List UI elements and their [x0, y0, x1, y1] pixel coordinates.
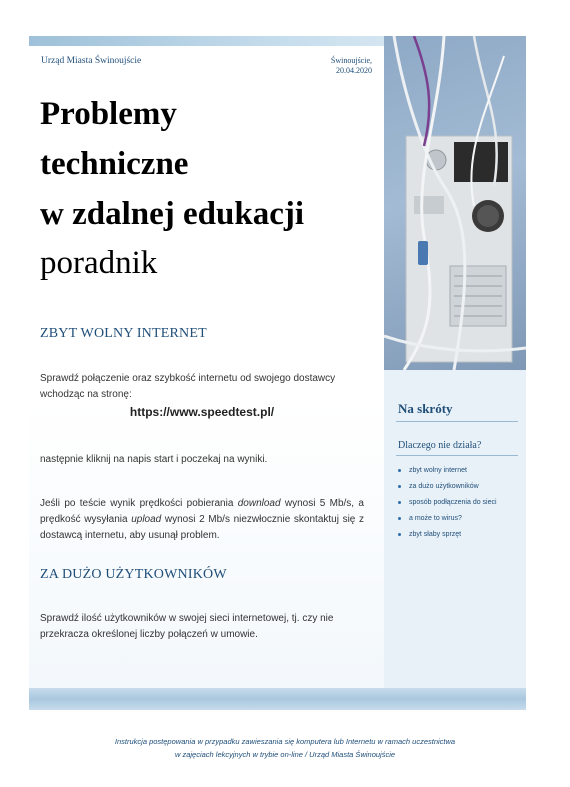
sidebar-item-too-many-users[interactable] — [398, 479, 497, 495]
bullet-icon — [398, 501, 401, 504]
title-line-3: w zdalnej edukacji — [40, 196, 304, 232]
text-segment: Jeśli po teście wynik prędkości pobierania — [40, 498, 238, 509]
title-line-4: poradnik — [40, 245, 158, 281]
sidebar-shortcut-list — [398, 463, 497, 543]
text-segment: wynosi 2 Mb/s niezwłocznie skontaktuj się z dostawcą internetu, aby usunął problem. — [40, 514, 364, 541]
computer-cables-photo — [384, 36, 526, 370]
date-place: Świnoujście, — [330, 56, 372, 65]
computer-tower-illustration — [384, 36, 526, 370]
paragraph-check-users: Sprawdź ilość użytkowników w swojej sieci internetowej, tj. czy nie przekracza określonej liczby połączeń w umowie. — [40, 613, 334, 640]
term-download: download — [237, 498, 281, 509]
footer-caption — [40, 735, 530, 761]
text-segment: wynosi 5 Mb/s, a prędkość wysyłania — [40, 498, 364, 525]
title-line-2: techniczne — [40, 146, 189, 182]
sidebar-item-label: zbyt słaby sprzęt — [409, 531, 462, 538]
footer-line-2: w zajęciach lekcyjnych w trybie on-line / Urząd Miasta Świnoujście — [174, 750, 396, 759]
bottom-decorative-bar — [29, 688, 526, 710]
bullet-icon — [398, 517, 401, 520]
sidebar-item-label: a może to wirus? — [409, 515, 462, 522]
bullet-icon — [398, 533, 401, 536]
paragraph-click-start: następnie kliknij na napis start i poczekaj na wyniki. — [40, 454, 268, 465]
main-column — [29, 46, 384, 688]
date-value: 20.04.2020 — [336, 66, 372, 75]
sidebar-item-slow-internet[interactable] — [398, 463, 497, 479]
document-date — [331, 56, 372, 76]
sidebar-item-weak-hardware[interactable] — [398, 527, 497, 543]
bullet-icon — [398, 469, 401, 472]
bullet-icon — [398, 485, 401, 488]
title-line-1: Problemy — [40, 96, 177, 132]
section-heading-too-many-users: ZA DUŻO UŻYTKOWNIKÓW — [40, 567, 227, 582]
footer-line-1: Instrukcja postępowania w przypadku zawieszania się komputera lub Internetu w ramach uczestnictwa — [114, 737, 456, 746]
organization-name: Urząd Miasta Świnoujście — [41, 56, 142, 66]
sidebar-item-label: zbyt wolny internet — [409, 467, 467, 474]
term-upload: upload — [131, 514, 162, 525]
sidebar-item-label: za dużo użytkowników — [409, 483, 479, 490]
sidebar-divider — [396, 421, 518, 422]
sidebar-item-virus[interactable] — [398, 511, 497, 527]
sidebar-title: Na skróty — [398, 401, 453, 416]
speedtest-url: https://www.speedtest.pl/ — [129, 405, 275, 419]
sidebar-item-label: sposób podłączenia do sieci — [409, 499, 497, 506]
section-heading-slow-internet: ZBYT WOLNY INTERNET — [40, 326, 207, 341]
sidebar-item-connection-method[interactable] — [398, 495, 497, 511]
paragraph-test-result — [40, 496, 364, 544]
sidebar-divider — [396, 455, 518, 456]
sidebar-subtitle: Dlaczego nie działa? — [398, 440, 482, 451]
paragraph-check-connection: Sprawdź połączenie oraz szybkość internetu od swojego dostawcy wchodząc na stronę: — [40, 373, 336, 400]
